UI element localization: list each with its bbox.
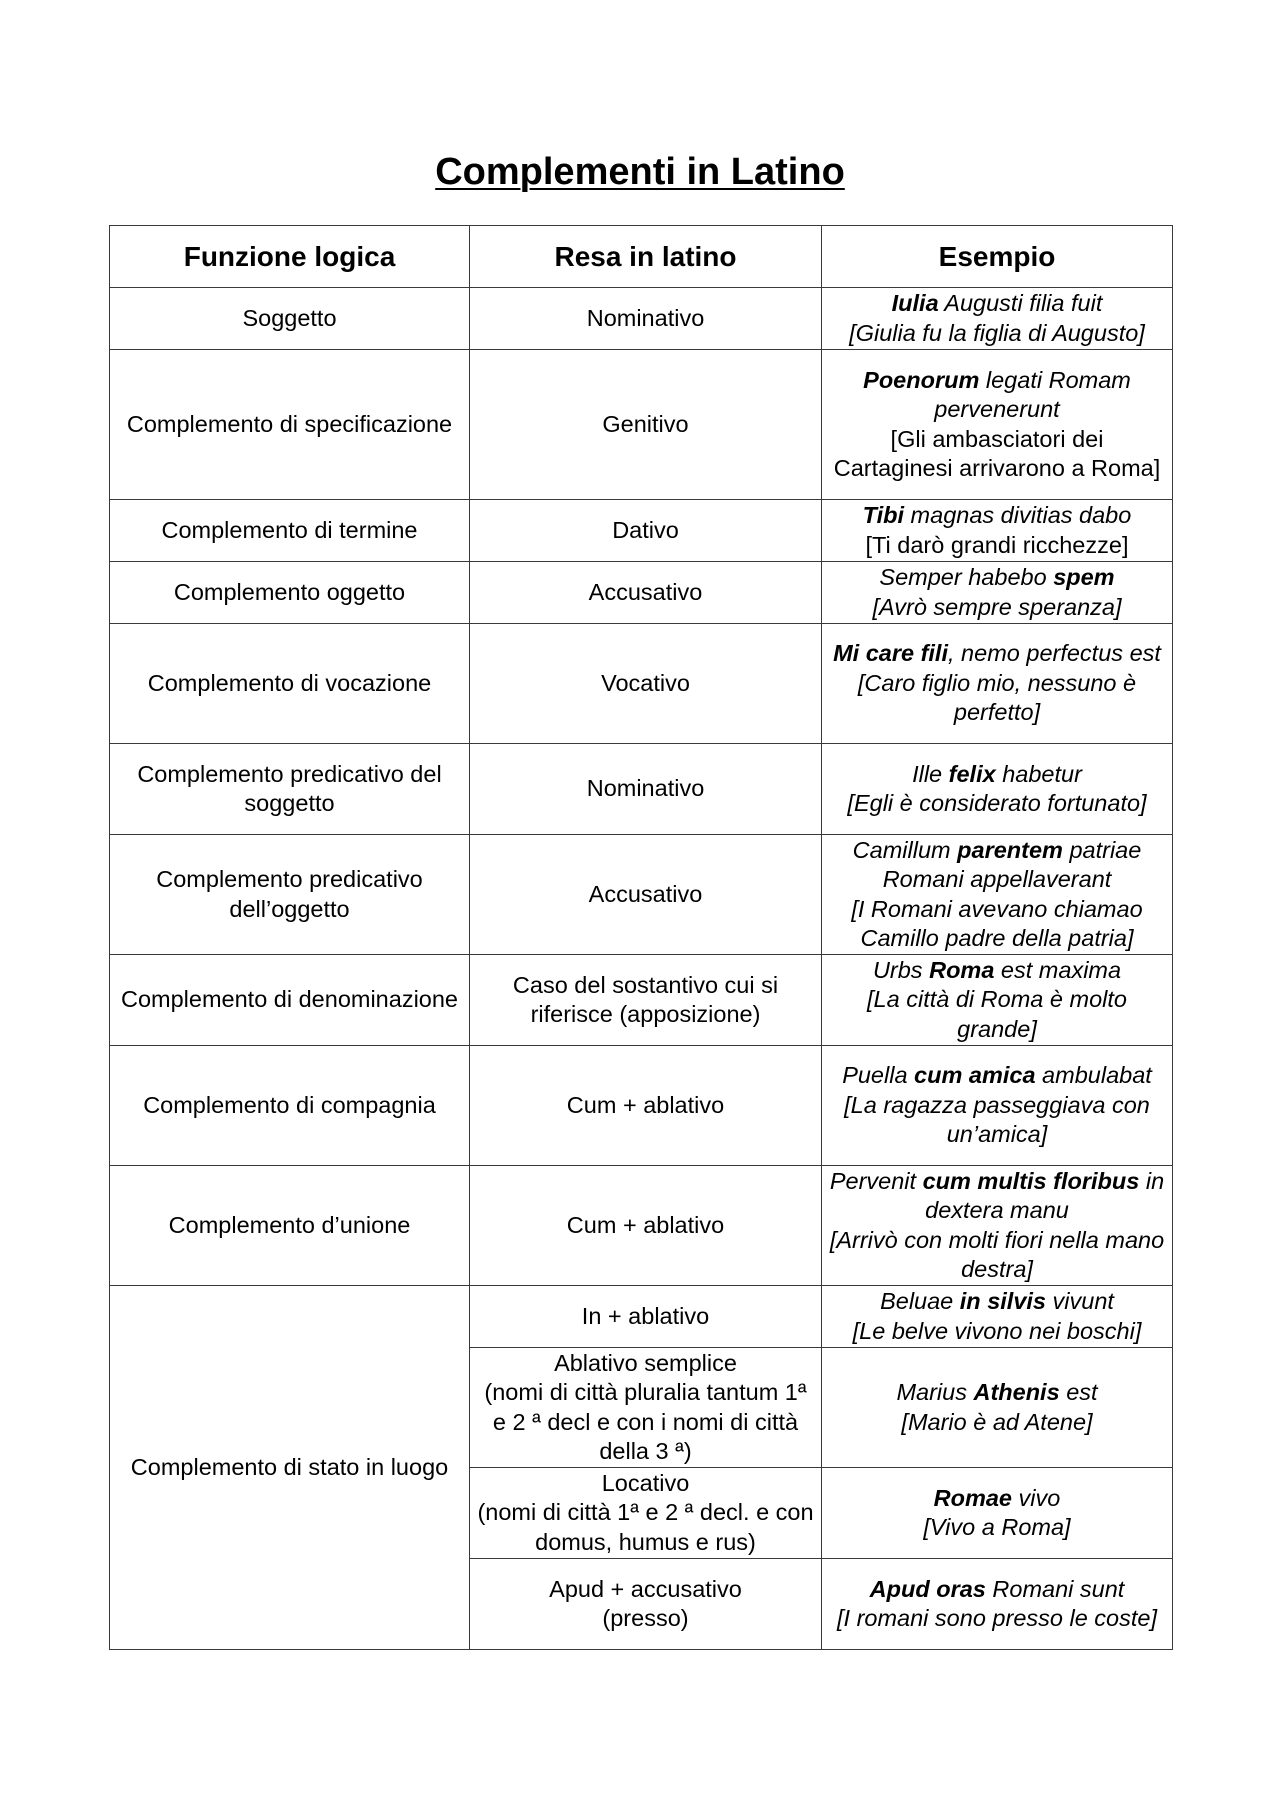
example-line bbox=[828, 1091, 1166, 1150]
cell-esempio bbox=[822, 350, 1173, 500]
example-text: Camillum bbox=[852, 836, 958, 863]
cell-resa: Cum + ablativo bbox=[470, 1046, 822, 1166]
example-text: [Vivo a Roma] bbox=[923, 1514, 1071, 1540]
example-line bbox=[828, 531, 1166, 561]
cell-resa: Vocativo bbox=[470, 624, 822, 744]
example-emphasis: Athenis bbox=[973, 1379, 1060, 1405]
example-emphasis: parentem bbox=[957, 836, 1063, 863]
example-text: Beluae bbox=[880, 1288, 960, 1314]
table-row bbox=[110, 744, 1173, 835]
cell-resa: Caso del sostantivo cui si riferisce (apposizione) bbox=[470, 955, 822, 1046]
cell-funzione: Complemento d’unione bbox=[110, 1166, 470, 1286]
example-line bbox=[828, 425, 1166, 484]
example-line bbox=[828, 669, 1166, 728]
cell-funzione: Complemento di compagnia bbox=[110, 1046, 470, 1166]
example-text: est maxima bbox=[994, 956, 1122, 983]
example-text: [Egli è considerato fortunato] bbox=[847, 790, 1147, 816]
example-text: Urbs bbox=[872, 956, 930, 983]
header-funzione-logica: Funzione logica bbox=[110, 226, 470, 288]
table-header-row bbox=[110, 226, 1173, 288]
example-line bbox=[828, 1287, 1166, 1317]
cell-funzione-stato-in-luogo: Complemento di stato in luogo bbox=[110, 1286, 470, 1650]
example-text: Romani sunt bbox=[985, 1575, 1125, 1602]
cell-esempio bbox=[822, 744, 1173, 835]
example-emphasis: Tibi bbox=[862, 502, 905, 528]
table-row bbox=[110, 500, 1173, 562]
table-row bbox=[110, 1046, 1173, 1166]
example-text: Ille bbox=[912, 760, 949, 787]
example-emphasis: Roma bbox=[929, 956, 995, 983]
cell-resa: Apud + accusativo (presso) bbox=[470, 1559, 822, 1650]
example-text: [I romani sono presso le coste] bbox=[836, 1605, 1157, 1631]
example-emphasis: Iulia bbox=[891, 290, 939, 316]
cell-funzione: Complemento predicativo del soggetto bbox=[110, 744, 470, 835]
example-line bbox=[828, 593, 1166, 623]
table-row bbox=[110, 350, 1173, 500]
cell-esempio bbox=[822, 562, 1173, 624]
table-row bbox=[110, 955, 1173, 1046]
example-line bbox=[828, 501, 1166, 531]
cell-resa: Genitivo bbox=[470, 350, 822, 500]
cell-resa: Nominativo bbox=[470, 288, 822, 350]
table-row bbox=[110, 624, 1173, 744]
example-emphasis: Romae bbox=[933, 1484, 1013, 1511]
example-text: [Avrò sempre speranza] bbox=[872, 593, 1122, 620]
example-text: [Arrivò con molti fiori nella mano destra] bbox=[829, 1226, 1165, 1282]
cell-funzione: Soggetto bbox=[110, 288, 470, 350]
cell-resa: Accusativo bbox=[470, 562, 822, 624]
example-text: [La città di Roma è molto grande] bbox=[867, 986, 1127, 1042]
example-line bbox=[828, 789, 1166, 819]
cell-esempio bbox=[822, 624, 1173, 744]
cell-esempio bbox=[822, 955, 1173, 1046]
cell-resa: Locativo (nomi di città 1ª e 2 ª decl. e con domus, humus e rus) bbox=[470, 1468, 822, 1559]
cell-funzione: Complemento di termine bbox=[110, 500, 470, 562]
example-line bbox=[828, 639, 1166, 669]
example-line bbox=[828, 289, 1166, 319]
cell-funzione: Complemento predicativo dell’oggetto bbox=[110, 835, 470, 955]
example-text: vivunt bbox=[1046, 1288, 1114, 1314]
example-line bbox=[828, 1226, 1166, 1285]
table-row bbox=[110, 562, 1173, 624]
example-text: [Gli ambasciatori dei Cartaginesi arrivarono a Roma] bbox=[833, 425, 1161, 481]
example-line bbox=[828, 836, 1166, 895]
example-line bbox=[828, 1061, 1166, 1091]
cell-esempio bbox=[822, 1348, 1173, 1468]
example-text: [Giulia fu la figlia di Augusto] bbox=[849, 319, 1145, 346]
cell-esempio bbox=[822, 288, 1173, 350]
example-text: magnas divitias dabo bbox=[904, 502, 1132, 528]
table-row bbox=[110, 1166, 1173, 1286]
cell-resa: Nominativo bbox=[470, 744, 822, 835]
example-text: [Caro figlio mio, nessuno è perfetto] bbox=[857, 669, 1137, 726]
example-text: Puella bbox=[842, 1062, 915, 1089]
example-line bbox=[828, 563, 1166, 593]
example-line bbox=[828, 1408, 1166, 1438]
table-row bbox=[110, 1286, 1173, 1348]
example-emphasis: cum amica bbox=[914, 1062, 1036, 1089]
cell-funzione: Complemento di vocazione bbox=[110, 624, 470, 744]
example-text: [La ragazza passeggiava con un’amica] bbox=[844, 1091, 1150, 1148]
example-line bbox=[828, 895, 1166, 954]
example-text: ambulabat bbox=[1035, 1062, 1152, 1089]
cell-esempio bbox=[822, 500, 1173, 562]
complementi-table bbox=[109, 225, 1173, 1650]
page-title: Complementi in Latino bbox=[435, 151, 845, 193]
cell-esempio bbox=[822, 1046, 1173, 1166]
example-text: vivo bbox=[1012, 1484, 1061, 1511]
example-emphasis: cum multis floribus bbox=[922, 1167, 1140, 1194]
table-row bbox=[110, 835, 1173, 955]
example-text: [Le belve vivono nei boschi] bbox=[852, 1317, 1142, 1344]
cell-esempio bbox=[822, 1286, 1173, 1348]
example-line bbox=[828, 1317, 1166, 1347]
example-emphasis: in silvis bbox=[959, 1288, 1046, 1314]
cell-funzione: Complemento oggetto bbox=[110, 562, 470, 624]
example-text: , nemo perfectus est bbox=[948, 640, 1161, 667]
example-emphasis: Poenorum bbox=[863, 366, 980, 393]
cell-funzione: Complemento di denominazione bbox=[110, 955, 470, 1046]
example-line bbox=[828, 956, 1166, 986]
example-line bbox=[828, 1513, 1166, 1543]
example-text: Pervenit bbox=[829, 1167, 923, 1194]
cell-esempio bbox=[822, 1166, 1173, 1286]
example-emphasis: spem bbox=[1053, 564, 1115, 590]
cell-resa: Accusativo bbox=[470, 835, 822, 955]
example-line bbox=[828, 1484, 1166, 1514]
example-emphasis: Mi care fili bbox=[833, 640, 948, 667]
example-line bbox=[828, 760, 1166, 790]
example-text: Marius bbox=[896, 1379, 974, 1405]
cell-esempio bbox=[822, 1468, 1173, 1559]
example-line bbox=[828, 1378, 1166, 1408]
cell-resa: Dativo bbox=[470, 500, 822, 562]
cell-resa: Ablativo semplice (nomi di città pluralia tantum 1ª e 2 ª decl e con i nomi di città della 3 ª) bbox=[470, 1348, 822, 1468]
example-text: legati Romam pervenerunt bbox=[934, 366, 1131, 422]
example-text: Semper habebo bbox=[879, 564, 1054, 590]
example-line bbox=[828, 1575, 1166, 1605]
header-esempio: Esempio bbox=[822, 226, 1173, 288]
cell-resa: Cum + ablativo bbox=[470, 1166, 822, 1286]
example-text: [Ti darò grandi ricchezze] bbox=[865, 531, 1129, 558]
header-resa-in-latino: Resa in latino bbox=[470, 226, 822, 288]
example-line bbox=[828, 1167, 1166, 1226]
example-emphasis: felix bbox=[948, 760, 996, 787]
example-line bbox=[828, 1604, 1166, 1634]
example-line bbox=[828, 985, 1166, 1044]
example-text: habetur bbox=[995, 760, 1082, 787]
example-text: [I Romani avevano chiamao Camillo padre della patria] bbox=[851, 895, 1143, 951]
table-row bbox=[110, 288, 1173, 350]
cell-resa: In + ablativo bbox=[470, 1286, 822, 1348]
example-line bbox=[828, 319, 1166, 349]
cell-esempio bbox=[822, 835, 1173, 955]
cell-esempio bbox=[822, 1559, 1173, 1650]
example-text: patriae Romani appellaverant bbox=[882, 836, 1142, 892]
cell-funzione: Complemento di specificazione bbox=[110, 350, 470, 500]
example-text: Augusti filia fuit bbox=[938, 290, 1103, 316]
example-line bbox=[828, 366, 1166, 425]
example-text: est bbox=[1059, 1379, 1098, 1405]
example-text: [Mario è ad Atene] bbox=[901, 1408, 1093, 1435]
example-text: in dextera manu bbox=[925, 1167, 1165, 1223]
example-emphasis: Apud oras bbox=[869, 1575, 986, 1602]
